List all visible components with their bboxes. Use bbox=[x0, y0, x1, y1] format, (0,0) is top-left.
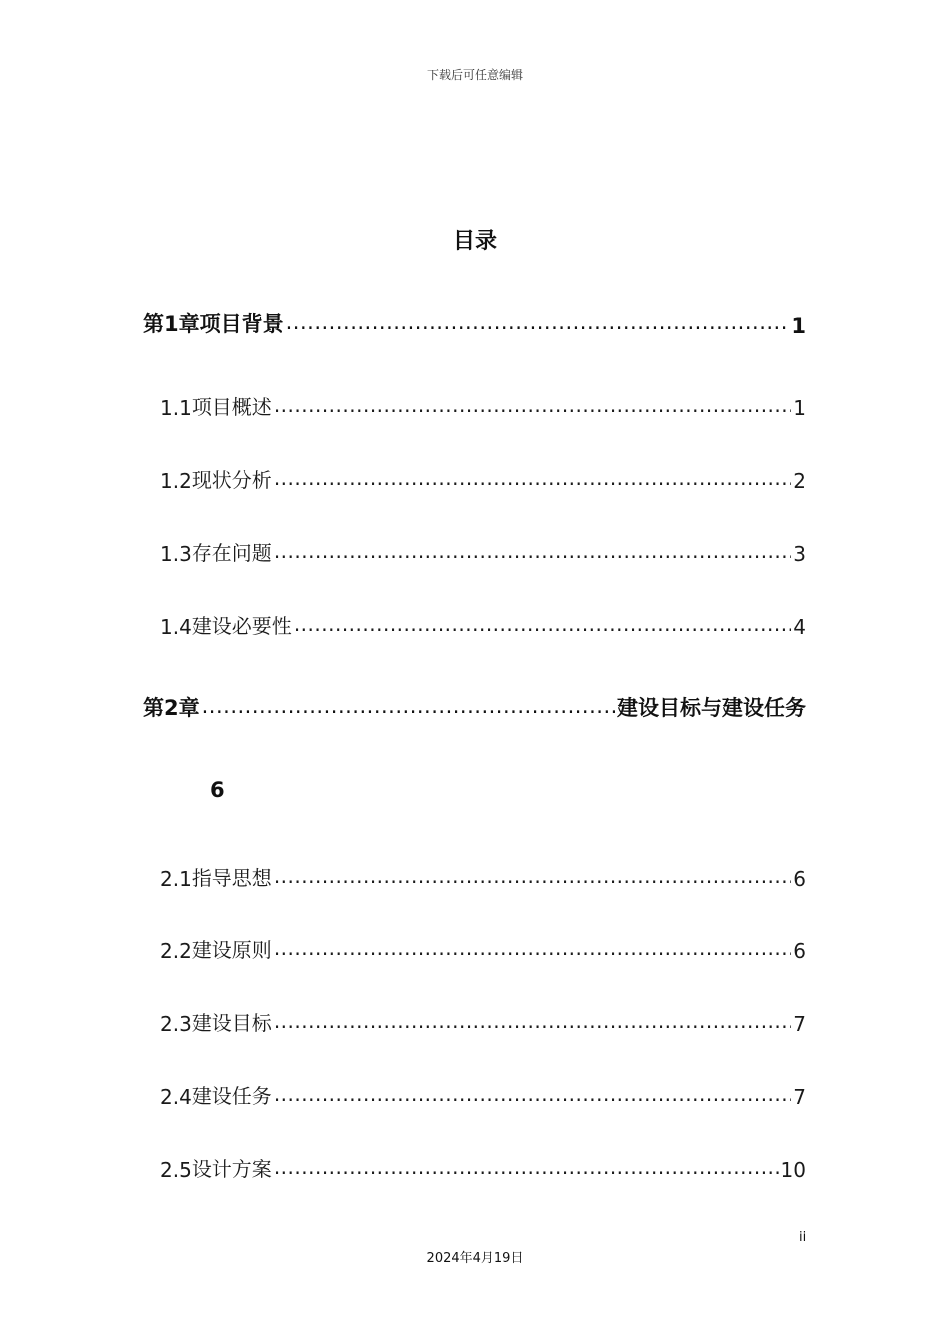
entry-title: 项目背景 bbox=[199, 312, 284, 336]
entry-page: 2 bbox=[793, 469, 806, 493]
toc-entry-2-3[interactable] bbox=[143, 1004, 806, 1036]
toc-entry-chapter-2[interactable] bbox=[143, 690, 806, 722]
entry-number: 2.5 bbox=[160, 1158, 192, 1182]
entry-title: 建设必要性 bbox=[191, 614, 292, 638]
entry-number: 1.4 bbox=[160, 615, 192, 639]
entry-page-wrapped[interactable]: 6 bbox=[210, 778, 225, 802]
entry-page: 1 bbox=[793, 396, 806, 420]
entry-title: 设计方案 bbox=[191, 1157, 272, 1181]
dot-leader bbox=[274, 395, 791, 420]
dot-leader bbox=[274, 1084, 791, 1109]
entry-page: 1 bbox=[791, 314, 806, 338]
toc-entry-1-3[interactable] bbox=[143, 534, 806, 566]
toc-entry-chapter-1[interactable] bbox=[143, 306, 806, 338]
entry-page: 4 bbox=[793, 615, 806, 639]
toc-entry-1-2[interactable] bbox=[143, 461, 806, 493]
entry-number: 1.1 bbox=[160, 396, 192, 420]
page-number: ii bbox=[799, 1230, 807, 1245]
entry-title: 建设原则 bbox=[191, 938, 272, 962]
dot-leader bbox=[286, 312, 790, 338]
entry-page: 6 bbox=[793, 939, 806, 963]
entry-number: 2.3 bbox=[160, 1012, 192, 1036]
dot-leader bbox=[274, 468, 791, 493]
entry-title: 现状分析 bbox=[191, 468, 272, 492]
entry-number: 1.2 bbox=[160, 469, 192, 493]
entry-chapter-number: 第2章 bbox=[143, 696, 200, 720]
toc-entry-2-2[interactable] bbox=[143, 931, 806, 963]
dot-leader bbox=[274, 1011, 791, 1036]
toc-entry-1-1[interactable] bbox=[143, 388, 806, 420]
entry-title: 存在问题 bbox=[191, 541, 272, 565]
dot-leader bbox=[274, 938, 791, 963]
entry-number: 2.1 bbox=[160, 867, 192, 891]
entry-title: 项目概述 bbox=[191, 395, 272, 419]
entry-number: 1.3 bbox=[160, 542, 192, 566]
toc-entry-2-4[interactable] bbox=[143, 1077, 806, 1109]
entry-page: 3 bbox=[793, 542, 806, 566]
dot-leader bbox=[274, 541, 791, 566]
dot-leader bbox=[294, 614, 791, 639]
dot-leader bbox=[274, 866, 791, 891]
dot-leader bbox=[202, 696, 615, 722]
toc-entry-2-1[interactable] bbox=[143, 859, 806, 891]
toc-title: 目录 bbox=[452, 229, 497, 254]
dot-leader bbox=[274, 1157, 779, 1182]
entry-title: 指导思想 bbox=[191, 866, 272, 890]
entry-title: 建设目标 bbox=[191, 1011, 272, 1035]
entry-chapter-number: 第1章 bbox=[143, 312, 200, 336]
entry-number: 2.2 bbox=[160, 939, 192, 963]
header-note: 下载后可任意编辑 bbox=[426, 68, 523, 82]
entry-page: 7 bbox=[793, 1012, 806, 1036]
toc-entry-2-5[interactable] bbox=[143, 1150, 806, 1182]
entry-title: 建设任务 bbox=[191, 1084, 272, 1108]
entry-page: 7 bbox=[793, 1085, 806, 1109]
footer-date: 2024年4月19日 bbox=[426, 1251, 524, 1266]
entry-number: 2.4 bbox=[160, 1085, 192, 1109]
entry-page: 10 bbox=[780, 1158, 806, 1182]
entry-title: 建设目标与建设任务 bbox=[617, 696, 806, 720]
toc-entry-1-4[interactable] bbox=[143, 607, 806, 639]
entry-page: 6 bbox=[793, 867, 806, 891]
